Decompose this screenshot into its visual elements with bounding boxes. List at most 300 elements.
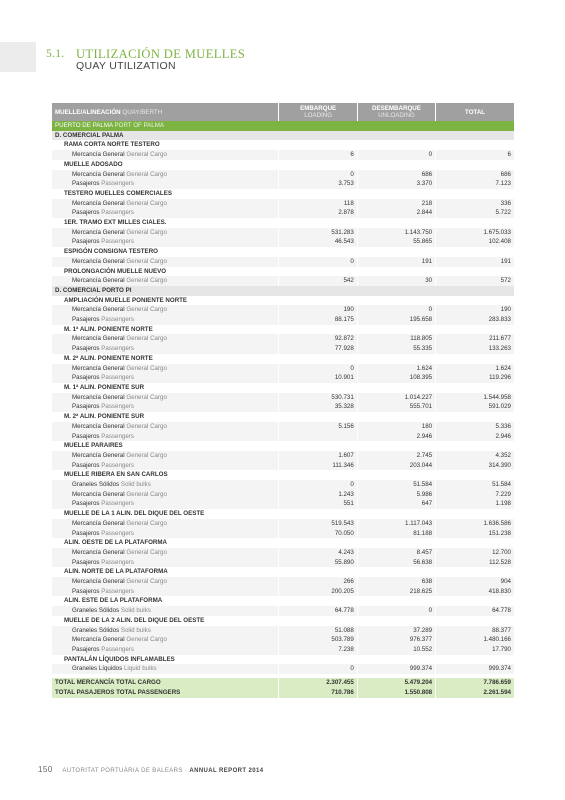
table-row xyxy=(52,422,514,432)
table-row xyxy=(52,305,514,315)
cargo-type-es: Mercancía General xyxy=(72,364,125,372)
berth-row xyxy=(52,567,514,577)
unloading-value: 55.335 xyxy=(357,344,435,354)
total-label-en: TOTAL PASSENGERS xyxy=(116,689,181,697)
cargo-type-en: Passengers xyxy=(101,500,134,508)
loading-value: 5.156 xyxy=(279,422,357,432)
cargo-type-es: Mercancía General xyxy=(72,170,125,178)
header-loading-en: LOADING xyxy=(304,112,333,119)
cargo-type-en: General Cargo xyxy=(126,519,167,527)
total-label-en: TOTAL CARGO xyxy=(115,679,161,687)
cargo-type xyxy=(52,664,279,674)
table-row xyxy=(52,334,514,344)
cargo-type-es: Pasajeros xyxy=(72,645,100,653)
berth-row xyxy=(52,354,514,364)
unloading-value: 0 xyxy=(357,606,435,616)
table-row xyxy=(52,402,514,412)
unloading-value: 0 xyxy=(357,305,435,315)
cargo-type xyxy=(52,499,279,509)
cargo-type xyxy=(52,237,279,247)
unloading-value: 8.457 xyxy=(357,548,435,558)
table-row xyxy=(52,451,514,461)
unloading-value: 180 xyxy=(357,422,435,432)
unloading-value: 1.143.750 xyxy=(357,228,435,238)
cargo-type xyxy=(52,577,279,587)
total-unloading: 5.479.204 xyxy=(357,678,435,688)
unloading-value: 1.624 xyxy=(357,364,435,374)
cargo-type xyxy=(52,626,279,636)
table-row xyxy=(52,490,514,500)
cargo-type xyxy=(52,402,279,412)
unloading-value: 5.986 xyxy=(357,490,435,500)
side-tab-decoration xyxy=(0,42,36,72)
cargo-type-en: General Cargo xyxy=(126,170,167,178)
cargo-type xyxy=(52,393,279,403)
unloading-value: 555.701 xyxy=(357,402,435,412)
cargo-type-en: General Cargo xyxy=(126,306,167,314)
cargo-type-en: General Cargo xyxy=(126,548,167,556)
quay-utilization-table xyxy=(52,103,514,698)
cargo-type-es: Pasajeros xyxy=(72,461,100,469)
header-loading xyxy=(279,103,357,121)
cargo-type-en: Passengers xyxy=(101,180,134,188)
cargo-type-es: Mercancía General xyxy=(72,548,125,556)
cargo-type-en: Passengers xyxy=(101,374,134,382)
cargo-type-en: Passengers xyxy=(101,558,134,566)
table-row xyxy=(52,635,514,645)
total-value: 211.677 xyxy=(436,334,514,344)
berth-row xyxy=(52,160,514,170)
section-subtitle: QUAY UTILIZATION xyxy=(76,60,176,72)
cargo-type-es: Mercancía General xyxy=(72,335,125,343)
unloading-value: 118.805 xyxy=(357,334,435,344)
total-value: 12.700 xyxy=(436,548,514,558)
unloading-value: 81.188 xyxy=(357,529,435,539)
table-row xyxy=(52,558,514,568)
cargo-type-en: General Cargo xyxy=(126,636,167,644)
cargo-type-es: Mercancía General xyxy=(72,306,125,314)
cargo-type-es: Pasajeros xyxy=(72,345,100,353)
unloading-value: 10.552 xyxy=(357,645,435,655)
port-name-es: PUERTO DE PALMA xyxy=(55,122,113,129)
unloading-value: 2.844 xyxy=(357,208,435,218)
loading-value: 551 xyxy=(279,499,357,509)
loading-value: 503.789 xyxy=(279,635,357,645)
loading-value: 0 xyxy=(279,257,357,267)
loading-value: 55.890 xyxy=(279,558,357,568)
cargo-type-en: Solid bulks xyxy=(120,626,151,634)
cargo-type xyxy=(52,480,279,490)
loading-value: 519.543 xyxy=(279,519,357,529)
loading-value: 118 xyxy=(279,199,357,209)
cargo-type-en: Passengers xyxy=(101,587,134,595)
total-value: 7.229 xyxy=(436,490,514,500)
cargo-type-es: Mercancía General xyxy=(72,451,125,459)
berth-name: M. 1ª ALIN. PONIENTE SUR xyxy=(52,383,514,393)
cargo-type-es: Graneles Sólidos xyxy=(72,626,120,634)
loading-value: 531.283 xyxy=(279,228,357,238)
unloading-value: 999.374 xyxy=(357,664,435,674)
cargo-type xyxy=(52,451,279,461)
page-number: 150 xyxy=(38,765,53,774)
total-value: 572 xyxy=(436,276,514,286)
cargo-type-es: Pasajeros xyxy=(72,403,100,411)
total-label xyxy=(52,688,279,698)
cargo-type-es: Mercancía General xyxy=(72,199,125,207)
cargo-type xyxy=(52,315,279,325)
berth-name: ALIN. ESTE DE LA PLATAFORMA xyxy=(52,596,514,606)
unloading-value: 2.946 xyxy=(357,432,435,442)
berth-name: PANTALÁN LÍQUIDOS INFLAMABLES xyxy=(52,655,514,665)
cargo-type xyxy=(52,558,279,568)
cargo-type-en: General Cargo xyxy=(126,335,167,343)
loading-value: 542 xyxy=(279,276,357,286)
cargo-type-en: Passengers xyxy=(101,529,134,537)
table-row xyxy=(52,645,514,655)
footer-org: AUTORITAT PORTUÀRIA DE BALEARS xyxy=(62,768,183,774)
total-label-es: TOTAL MERCANCÍA xyxy=(55,679,115,687)
berth-name: MUELLE DE LA 2 ALIN. DEL DIQUE DEL OESTE xyxy=(52,616,514,626)
cargo-type xyxy=(52,645,279,655)
loading-value: 2.878 xyxy=(279,208,357,218)
table-body xyxy=(52,121,514,698)
cargo-type-es: Pasajeros xyxy=(72,238,100,246)
cargo-type xyxy=(52,490,279,500)
berth-name: 1ER. TRAMO EXT MILLES CIALES. xyxy=(52,218,514,228)
table-row xyxy=(52,315,514,325)
total-value: 7.123 xyxy=(436,179,514,189)
berth-name: M. 1ª ALIN. PONIENTE NORTE xyxy=(52,325,514,335)
table-row xyxy=(52,150,514,160)
table-row xyxy=(52,208,514,218)
total-value: 190 xyxy=(436,305,514,315)
total-value: 6 xyxy=(436,150,514,160)
table-row xyxy=(52,344,514,354)
total-value: 64.778 xyxy=(436,606,514,616)
table-row xyxy=(52,664,514,674)
table-row xyxy=(52,432,514,442)
table-row xyxy=(52,606,514,616)
cargo-type-es: Pasajeros xyxy=(72,180,100,188)
berth-row xyxy=(52,596,514,606)
total-total: 2.261.594 xyxy=(436,688,514,698)
berth-row xyxy=(52,412,514,422)
loading-value: 200.205 xyxy=(279,587,357,597)
cargo-type-en: General Cargo xyxy=(126,228,167,236)
berth-row xyxy=(52,655,514,665)
table-row xyxy=(52,228,514,238)
cargo-type-en: Passengers xyxy=(101,645,134,653)
berth-name: M. 2ª ALIN. PONIENTE NORTE xyxy=(52,354,514,364)
cargo-type xyxy=(52,548,279,558)
total-value: 1.544.958 xyxy=(436,393,514,403)
loading-value: 77.928 xyxy=(279,344,357,354)
loading-value: 92.872 xyxy=(279,334,357,344)
header-unloading xyxy=(357,103,435,121)
loading-value: 0 xyxy=(279,364,357,374)
cargo-type xyxy=(52,276,279,286)
total-value: 5.336 xyxy=(436,422,514,432)
port-label xyxy=(52,121,514,131)
total-value: 151.238 xyxy=(436,529,514,539)
cargo-type-en: General Cargo xyxy=(126,199,167,207)
berth-name: AMPLIACIÓN MUELLE PONIENTE NORTE xyxy=(52,296,514,306)
loading-value: 64.778 xyxy=(279,606,357,616)
total-row xyxy=(52,678,514,688)
table-row xyxy=(52,461,514,471)
table-row xyxy=(52,529,514,539)
cargo-type xyxy=(52,199,279,209)
cargo-type-es: Pasajeros xyxy=(72,432,100,440)
loading-value: 88.175 xyxy=(279,315,357,325)
berth-row xyxy=(52,325,514,335)
berth-name: PROLONGACIÓN MUELLE NUEVO xyxy=(52,267,514,277)
loading-value: 6 xyxy=(279,150,357,160)
table-row xyxy=(52,577,514,587)
total-value: 1.480.166 xyxy=(436,635,514,645)
berth-row xyxy=(52,383,514,393)
loading-value: 70.050 xyxy=(279,529,357,539)
loading-value: 1.607 xyxy=(279,451,357,461)
unloading-value: 108.395 xyxy=(357,373,435,383)
cargo-type-es: Pasajeros xyxy=(72,316,100,324)
loading-value: 266 xyxy=(279,577,357,587)
table-row xyxy=(52,499,514,509)
cargo-type-en: General Cargo xyxy=(126,277,167,285)
cargo-type-en: Liquid bulks xyxy=(123,665,157,673)
total-value: 591.029 xyxy=(436,402,514,412)
table-row xyxy=(52,199,514,209)
unloading-value: 0 xyxy=(357,150,435,160)
table-row xyxy=(52,519,514,529)
cargo-type-es: Mercancía General xyxy=(72,519,125,527)
berth-name: MUELLE RIBERA EN SAN CARLOS xyxy=(52,470,514,480)
header-quay-es: MUELLE/ALINEACIÓN xyxy=(55,108,121,116)
cargo-type-en: General Cargo xyxy=(126,578,167,586)
cargo-type xyxy=(52,519,279,529)
table-row xyxy=(52,480,514,490)
loading-value xyxy=(279,432,357,442)
berth-name: TESTERO MUELLES COMERCIALES xyxy=(52,189,514,199)
cargo-type xyxy=(52,587,279,597)
cargo-type xyxy=(52,606,279,616)
table-row xyxy=(52,364,514,374)
total-value: 5.722 xyxy=(436,208,514,218)
total-value: 1.636.586 xyxy=(436,519,514,529)
table-row xyxy=(52,237,514,247)
cargo-type-en: General Cargo xyxy=(126,393,167,401)
table-row xyxy=(52,276,514,286)
cargo-type-es: Mercancía General xyxy=(72,151,125,159)
berth-row xyxy=(52,140,514,150)
cargo-type xyxy=(52,334,279,344)
cargo-type-en: General Cargo xyxy=(126,451,167,459)
berth-row xyxy=(52,267,514,277)
cargo-type-es: Mercancía General xyxy=(72,257,125,265)
total-value: 686 xyxy=(436,170,514,180)
unloading-value: 55.865 xyxy=(357,237,435,247)
berth-row xyxy=(52,616,514,626)
cargo-type xyxy=(52,461,279,471)
port-row xyxy=(52,121,514,131)
header-total: TOTAL xyxy=(436,103,514,121)
cargo-type xyxy=(52,422,279,432)
unloading-value: 51.584 xyxy=(357,480,435,490)
cargo-type-es: Mercancía General xyxy=(72,393,125,401)
table-row xyxy=(52,373,514,383)
cargo-type-en: Passengers xyxy=(101,209,134,217)
total-loading: 710.786 xyxy=(279,688,357,698)
cargo-type-en: Solid bulks xyxy=(120,607,151,615)
cargo-type-es: Mercancía General xyxy=(72,490,125,498)
unloading-value: 2.745 xyxy=(357,451,435,461)
berth-name: MUELLE DE LA 1 ALIN. DEL DIQUE DEL OESTE xyxy=(52,509,514,519)
cargo-type-es: Graneles Líquidos xyxy=(72,665,123,673)
loading-value: 0 xyxy=(279,170,357,180)
berth-name: M. 2ª ALIN. PONIENTE SUR xyxy=(52,412,514,422)
total-value: 133.263 xyxy=(436,344,514,354)
berth-row xyxy=(52,470,514,480)
zone-name: D. COMERCIAL PALMA xyxy=(52,131,514,141)
unloading-value: 218 xyxy=(357,199,435,209)
cargo-type xyxy=(52,364,279,374)
cargo-type-en: Solid bulks xyxy=(120,481,151,489)
total-value: 1.675.033 xyxy=(436,228,514,238)
cargo-type-es: Mercancía General xyxy=(72,422,125,430)
cargo-type xyxy=(52,257,279,267)
loading-value: 10.901 xyxy=(279,373,357,383)
cargo-type xyxy=(52,432,279,442)
total-value: 904 xyxy=(436,577,514,587)
table-row xyxy=(52,626,514,636)
table-row xyxy=(52,257,514,267)
cargo-type-es: Mercancía General xyxy=(72,636,125,644)
berth-row xyxy=(52,441,514,451)
berth-row xyxy=(52,247,514,257)
cargo-type-es: Graneles Sólidos xyxy=(72,481,120,489)
header-unloading-en: UNLOADING xyxy=(378,112,415,119)
berth-row xyxy=(52,189,514,199)
berth-row xyxy=(52,218,514,228)
total-value: 1.198 xyxy=(436,499,514,509)
cargo-type xyxy=(52,344,279,354)
loading-value: 0 xyxy=(279,664,357,674)
cargo-type-en: Passengers xyxy=(101,432,134,440)
cargo-type-es: Pasajeros xyxy=(72,587,100,595)
cargo-type-en: General Cargo xyxy=(126,257,167,265)
berth-row xyxy=(52,509,514,519)
unloading-value: 195.658 xyxy=(357,315,435,325)
cargo-type-en: Passengers xyxy=(101,238,134,246)
table-header-row xyxy=(52,103,514,121)
cargo-type-es: Mercancía General xyxy=(72,228,125,236)
cargo-type-en: Passengers xyxy=(101,403,134,411)
unloading-value: 37.289 xyxy=(357,626,435,636)
unloading-value: 647 xyxy=(357,499,435,509)
loading-value: 4.243 xyxy=(279,548,357,558)
berth-name: ALIN. OESTE DE LA PLATAFORMA xyxy=(52,538,514,548)
cargo-type-en: General Cargo xyxy=(126,422,167,430)
unloading-value: 56.638 xyxy=(357,558,435,568)
total-value: 88.377 xyxy=(436,626,514,636)
total-value: 283.833 xyxy=(436,315,514,325)
cargo-type xyxy=(52,635,279,645)
cargo-type-es: Pasajeros xyxy=(72,500,100,508)
unloading-value: 203.044 xyxy=(357,461,435,471)
header-quay-berth xyxy=(52,103,279,121)
berth-name: ALIN. NORTE DE LA PLATAFORMA xyxy=(52,567,514,577)
loading-value: 190 xyxy=(279,305,357,315)
total-value: 17.790 xyxy=(436,645,514,655)
cargo-type xyxy=(52,179,279,189)
footer-report: ANNUAL REPORT 2014 xyxy=(189,768,264,774)
cargo-type xyxy=(52,170,279,180)
header-quay-en: QUAY/BERTH xyxy=(122,108,163,116)
cargo-type xyxy=(52,529,279,539)
cargo-type-en: General Cargo xyxy=(126,364,167,372)
cargo-type-es: Mercancía General xyxy=(72,277,125,285)
total-value: 336 xyxy=(436,199,514,209)
loading-value: 51.088 xyxy=(279,626,357,636)
total-value: 112.528 xyxy=(436,558,514,568)
unloading-value: 638 xyxy=(357,577,435,587)
berth-name: ESPIGÓN CONSIGNA TESTERO xyxy=(52,247,514,257)
cargo-type-en: Passengers xyxy=(101,461,134,469)
berth-name: MUELLE PARAIRES xyxy=(52,441,514,451)
unloading-value: 1.014.227 xyxy=(357,393,435,403)
total-total: 7.786.659 xyxy=(436,678,514,688)
section-title: UTILIZACIÓN DE MUELLES xyxy=(76,47,246,61)
unloading-value: 686 xyxy=(357,170,435,180)
table-row xyxy=(52,548,514,558)
loading-value: 111.346 xyxy=(279,461,357,471)
zone-row xyxy=(52,131,514,141)
footer-separator: · xyxy=(184,768,188,774)
loading-value: 3.753 xyxy=(279,179,357,189)
port-name-en: PORT OF PALMA xyxy=(114,122,165,129)
page-footer xyxy=(38,765,263,774)
total-loading: 2.307.455 xyxy=(279,678,357,688)
berth-row xyxy=(52,538,514,548)
table-row xyxy=(52,393,514,403)
table-row xyxy=(52,587,514,597)
loading-value: 7.238 xyxy=(279,645,357,655)
total-value: 191 xyxy=(436,257,514,267)
unloading-value: 976.377 xyxy=(357,635,435,645)
loading-value: 530.731 xyxy=(279,393,357,403)
cargo-type xyxy=(52,373,279,383)
cargo-type-es: Pasajeros xyxy=(72,374,100,382)
loading-value: 46.543 xyxy=(279,237,357,247)
total-value: 51.584 xyxy=(436,480,514,490)
total-value: 314.390 xyxy=(436,461,514,471)
cargo-type-en: General Cargo xyxy=(126,490,167,498)
cargo-type-es: Pasajeros xyxy=(72,209,100,217)
unloading-value: 218.625 xyxy=(357,587,435,597)
berth-name: RAMA CORTA NORTE TESTERO xyxy=(52,140,514,150)
cargo-type-es: Pasajeros xyxy=(72,558,100,566)
total-value: 1.624 xyxy=(436,364,514,374)
cargo-type xyxy=(52,150,279,160)
unloading-value: 3.370 xyxy=(357,179,435,189)
unloading-value: 191 xyxy=(357,257,435,267)
total-value: 418.830 xyxy=(436,587,514,597)
total-value: 119.296 xyxy=(436,373,514,383)
header-loading-es: EMBARQUE xyxy=(300,105,337,112)
cargo-type-en: Passengers xyxy=(101,345,134,353)
zone-row xyxy=(52,286,514,296)
total-label xyxy=(52,678,279,688)
